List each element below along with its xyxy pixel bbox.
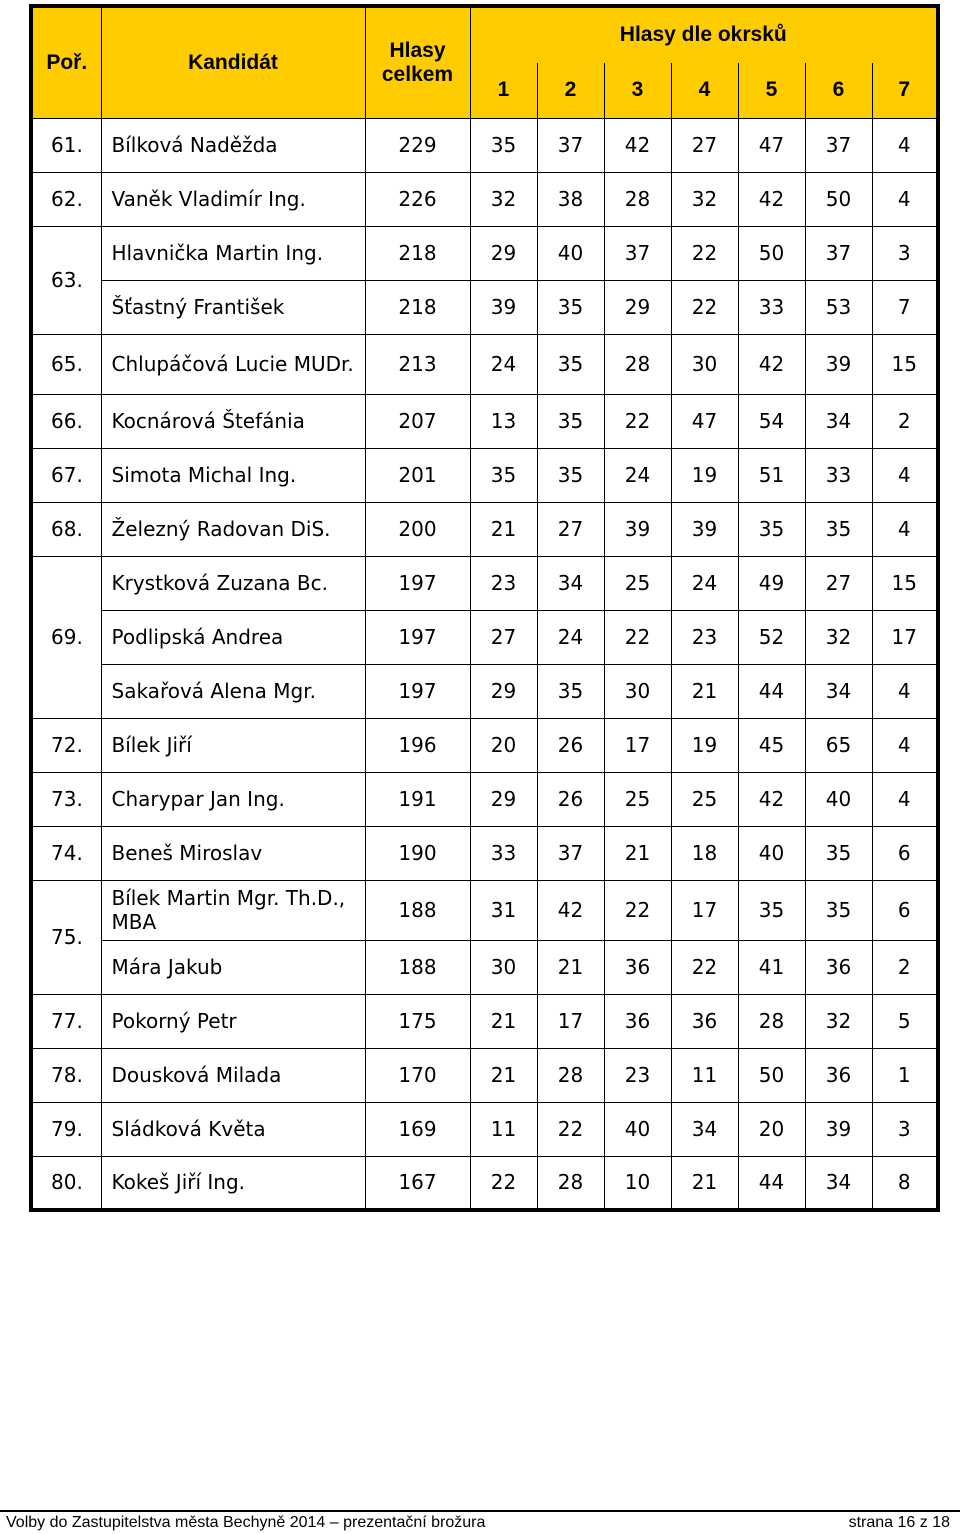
district-5-votes: 33 [738, 280, 805, 334]
district-6-votes: 32 [805, 994, 872, 1048]
district-6-votes: 37 [805, 118, 872, 172]
district-1-votes: 31 [470, 880, 537, 940]
table-row [31, 994, 938, 1048]
total-votes: 188 [365, 880, 470, 940]
district-4-votes: 22 [671, 940, 738, 994]
district-4-votes: 18 [671, 826, 738, 880]
rank-cell: 74. [31, 826, 101, 880]
table-row [31, 664, 938, 718]
district-2-votes: 40 [537, 226, 604, 280]
district-2-votes: 35 [537, 280, 604, 334]
district-6-votes: 39 [805, 1102, 872, 1156]
total-votes: 197 [365, 610, 470, 664]
district-5-votes: 20 [738, 1102, 805, 1156]
total-votes: 218 [365, 280, 470, 334]
candidate-name: Vaněk Vladimír Ing. [101, 172, 365, 226]
district-6-votes: 34 [805, 394, 872, 448]
results-body [31, 118, 938, 1210]
table-row [31, 172, 938, 226]
total-votes: 200 [365, 502, 470, 556]
district-1-votes: 23 [470, 556, 537, 610]
district-3-votes: 40 [604, 1102, 671, 1156]
district-1-votes: 30 [470, 940, 537, 994]
district-1-votes: 21 [470, 502, 537, 556]
district-4-votes: 11 [671, 1048, 738, 1102]
table-row [31, 226, 938, 280]
table-row [31, 502, 938, 556]
district-4-votes: 19 [671, 718, 738, 772]
district-1-votes: 27 [470, 610, 537, 664]
district-5-votes: 45 [738, 718, 805, 772]
candidate-name: Chlupáčová Lucie MUDr. [101, 334, 365, 394]
district-5-votes: 44 [738, 1156, 805, 1210]
rank-cell: 72. [31, 718, 101, 772]
district-5-votes: 28 [738, 994, 805, 1048]
district-5-votes: 40 [738, 826, 805, 880]
district-4-votes: 22 [671, 226, 738, 280]
candidate-name: Charypar Jan Ing. [101, 772, 365, 826]
district-4-votes: 47 [671, 394, 738, 448]
rank-cell: 67. [31, 448, 101, 502]
district-4-votes: 21 [671, 1156, 738, 1210]
district-2-votes: 26 [537, 772, 604, 826]
total-votes: 196 [365, 718, 470, 772]
candidate-name: Hlavnička Martin Ing. [101, 226, 365, 280]
table-row [31, 772, 938, 826]
district-5-votes: 42 [738, 172, 805, 226]
district-4-votes: 23 [671, 610, 738, 664]
district-7-votes: 4 [872, 502, 938, 556]
district-2-votes: 28 [537, 1156, 604, 1210]
district-2-votes: 27 [537, 502, 604, 556]
district-7-votes: 7 [872, 280, 938, 334]
district-2-votes: 37 [537, 118, 604, 172]
district-1-votes: 35 [470, 448, 537, 502]
district-7-votes: 15 [872, 556, 938, 610]
district-5-votes: 35 [738, 502, 805, 556]
candidate-name: Bílek Martin Mgr. Th.D., MBA [101, 880, 365, 940]
district-4-votes: 17 [671, 880, 738, 940]
district-3-votes: 30 [604, 664, 671, 718]
district-3-votes: 37 [604, 226, 671, 280]
district-7-votes: 2 [872, 940, 938, 994]
header-candidate: Kandidát [101, 6, 365, 118]
table-row [31, 610, 938, 664]
district-6-votes: 34 [805, 664, 872, 718]
district-5-votes: 54 [738, 394, 805, 448]
header-rank: Poř. [31, 6, 101, 118]
table-row [31, 826, 938, 880]
candidate-name: Kokeš Jiří Ing. [101, 1156, 365, 1210]
district-2-votes: 34 [537, 556, 604, 610]
district-3-votes: 22 [604, 880, 671, 940]
district-1-votes: 29 [470, 772, 537, 826]
district-5-votes: 47 [738, 118, 805, 172]
footer-page-number: strana 16 z 18 [848, 1514, 950, 1531]
district-4-votes: 27 [671, 118, 738, 172]
district-4-votes: 25 [671, 772, 738, 826]
district-5-votes: 42 [738, 334, 805, 394]
district-7-votes: 5 [872, 994, 938, 1048]
district-2-votes: 21 [537, 940, 604, 994]
footer-title: Volby do Zastupitelstva města Bechyně 2014 – prezentační brožura [6, 1514, 486, 1531]
district-7-votes: 4 [872, 772, 938, 826]
district-6-votes: 33 [805, 448, 872, 502]
district-7-votes: 4 [872, 118, 938, 172]
district-1-votes: 20 [470, 718, 537, 772]
district-3-votes: 36 [604, 940, 671, 994]
total-votes: 201 [365, 448, 470, 502]
district-1-votes: 24 [470, 334, 537, 394]
district-6-votes: 35 [805, 880, 872, 940]
table-row [31, 1156, 938, 1210]
table-row [31, 1102, 938, 1156]
total-votes: 229 [365, 118, 470, 172]
district-1-votes: 32 [470, 172, 537, 226]
district-4-votes: 21 [671, 664, 738, 718]
district-4-votes: 34 [671, 1102, 738, 1156]
district-3-votes: 42 [604, 118, 671, 172]
district-2-votes: 38 [537, 172, 604, 226]
candidate-name: Pokorný Petr [101, 994, 365, 1048]
district-5-votes: 50 [738, 226, 805, 280]
district-7-votes: 15 [872, 334, 938, 394]
district-7-votes: 17 [872, 610, 938, 664]
table-row [31, 1048, 938, 1102]
district-3-votes: 23 [604, 1048, 671, 1102]
total-votes: 191 [365, 772, 470, 826]
district-3-votes: 25 [604, 772, 671, 826]
candidate-name: Dousková Milada [101, 1048, 365, 1102]
rank-cell: 69. [31, 556, 101, 718]
rank-cell: 78. [31, 1048, 101, 1102]
table-row [31, 448, 938, 502]
district-4-votes: 39 [671, 502, 738, 556]
header-total: Hlasy celkem [365, 6, 470, 118]
candidate-name: Krystková Zuzana Bc. [101, 556, 365, 610]
district-6-votes: 36 [805, 940, 872, 994]
district-5-votes: 50 [738, 1048, 805, 1102]
district-7-votes: 6 [872, 880, 938, 940]
rank-cell: 73. [31, 772, 101, 826]
district-4-votes: 22 [671, 280, 738, 334]
district-5-votes: 49 [738, 556, 805, 610]
total-votes: 188 [365, 940, 470, 994]
candidate-name: Podlipská Andrea [101, 610, 365, 664]
district-1-votes: 29 [470, 664, 537, 718]
district-3-votes: 22 [604, 610, 671, 664]
district-3-votes: 28 [604, 172, 671, 226]
header-district-1: 1 [470, 62, 537, 118]
table-row [31, 118, 938, 172]
district-6-votes: 35 [805, 826, 872, 880]
district-7-votes: 4 [872, 718, 938, 772]
district-1-votes: 21 [470, 1048, 537, 1102]
candidate-name: Sakařová Alena Mgr. [101, 664, 365, 718]
rank-cell: 68. [31, 502, 101, 556]
candidate-name: Bílková Naděžda [101, 118, 365, 172]
total-votes: 226 [365, 172, 470, 226]
district-5-votes: 44 [738, 664, 805, 718]
header-districts-title: Hlasy dle okrsků [470, 6, 938, 62]
district-2-votes: 28 [537, 1048, 604, 1102]
district-2-votes: 35 [537, 664, 604, 718]
rank-cell: 65. [31, 334, 101, 394]
district-5-votes: 52 [738, 610, 805, 664]
candidate-name: Simota Michal Ing. [101, 448, 365, 502]
district-6-votes: 34 [805, 1156, 872, 1210]
district-3-votes: 17 [604, 718, 671, 772]
district-6-votes: 32 [805, 610, 872, 664]
district-7-votes: 4 [872, 172, 938, 226]
table-row [31, 880, 938, 940]
district-5-votes: 41 [738, 940, 805, 994]
rank-cell: 66. [31, 394, 101, 448]
district-1-votes: 11 [470, 1102, 537, 1156]
table-row [31, 718, 938, 772]
district-6-votes: 36 [805, 1048, 872, 1102]
candidate-name: Mára Jakub [101, 940, 365, 994]
rank-cell: 77. [31, 994, 101, 1048]
district-7-votes: 1 [872, 1048, 938, 1102]
district-6-votes: 37 [805, 226, 872, 280]
district-6-votes: 27 [805, 556, 872, 610]
district-4-votes: 30 [671, 334, 738, 394]
header-district-2: 2 [537, 62, 604, 118]
district-7-votes: 6 [872, 826, 938, 880]
candidate-name: Železný Radovan DiS. [101, 502, 365, 556]
district-3-votes: 21 [604, 826, 671, 880]
district-1-votes: 33 [470, 826, 537, 880]
candidate-name: Beneš Miroslav [101, 826, 365, 880]
table-row [31, 334, 938, 394]
district-4-votes: 32 [671, 172, 738, 226]
rank-cell: 63. [31, 226, 101, 334]
total-votes: 197 [365, 556, 470, 610]
total-votes: 169 [365, 1102, 470, 1156]
table-row [31, 556, 938, 610]
header-district-5: 5 [738, 62, 805, 118]
district-6-votes: 50 [805, 172, 872, 226]
district-3-votes: 29 [604, 280, 671, 334]
header-district-4: 4 [671, 62, 738, 118]
district-5-votes: 35 [738, 880, 805, 940]
district-3-votes: 22 [604, 394, 671, 448]
district-4-votes: 36 [671, 994, 738, 1048]
district-3-votes: 28 [604, 334, 671, 394]
header-district-6: 6 [805, 62, 872, 118]
total-votes: 190 [365, 826, 470, 880]
district-4-votes: 19 [671, 448, 738, 502]
district-2-votes: 22 [537, 1102, 604, 1156]
district-3-votes: 36 [604, 994, 671, 1048]
district-6-votes: 39 [805, 334, 872, 394]
rank-cell: 80. [31, 1156, 101, 1210]
district-3-votes: 10 [604, 1156, 671, 1210]
total-votes: 213 [365, 334, 470, 394]
district-1-votes: 39 [470, 280, 537, 334]
results-table [29, 4, 940, 1212]
district-7-votes: 4 [872, 664, 938, 718]
header-district-3: 3 [604, 62, 671, 118]
total-votes: 175 [365, 994, 470, 1048]
district-5-votes: 51 [738, 448, 805, 502]
district-3-votes: 25 [604, 556, 671, 610]
district-5-votes: 42 [738, 772, 805, 826]
district-2-votes: 24 [537, 610, 604, 664]
district-7-votes: 8 [872, 1156, 938, 1210]
total-votes: 170 [365, 1048, 470, 1102]
rank-cell: 79. [31, 1102, 101, 1156]
district-1-votes: 29 [470, 226, 537, 280]
district-2-votes: 26 [537, 718, 604, 772]
page-footer [0, 1510, 960, 1534]
rank-cell: 75. [31, 880, 101, 994]
district-2-votes: 35 [537, 394, 604, 448]
district-2-votes: 42 [537, 880, 604, 940]
total-votes: 218 [365, 226, 470, 280]
candidate-name: Kocnárová Štefánia [101, 394, 365, 448]
header-district-7: 7 [872, 62, 938, 118]
district-7-votes: 2 [872, 394, 938, 448]
district-2-votes: 17 [537, 994, 604, 1048]
candidate-name: Bílek Jiří [101, 718, 365, 772]
district-7-votes: 3 [872, 1102, 938, 1156]
rank-cell: 61. [31, 118, 101, 172]
candidate-name: Sládková Květa [101, 1102, 365, 1156]
district-7-votes: 4 [872, 448, 938, 502]
district-6-votes: 53 [805, 280, 872, 334]
district-3-votes: 24 [604, 448, 671, 502]
district-1-votes: 22 [470, 1156, 537, 1210]
district-6-votes: 35 [805, 502, 872, 556]
table-row [31, 940, 938, 994]
district-7-votes: 3 [872, 226, 938, 280]
district-1-votes: 13 [470, 394, 537, 448]
total-votes: 197 [365, 664, 470, 718]
total-votes: 207 [365, 394, 470, 448]
district-6-votes: 40 [805, 772, 872, 826]
table-row [31, 394, 938, 448]
district-1-votes: 35 [470, 118, 537, 172]
rank-cell: 62. [31, 172, 101, 226]
district-6-votes: 65 [805, 718, 872, 772]
total-votes: 167 [365, 1156, 470, 1210]
district-2-votes: 35 [537, 448, 604, 502]
candidate-name: Šťastný František [101, 280, 365, 334]
district-1-votes: 21 [470, 994, 537, 1048]
district-2-votes: 35 [537, 334, 604, 394]
district-4-votes: 24 [671, 556, 738, 610]
district-2-votes: 37 [537, 826, 604, 880]
district-3-votes: 39 [604, 502, 671, 556]
table-row [31, 280, 938, 334]
